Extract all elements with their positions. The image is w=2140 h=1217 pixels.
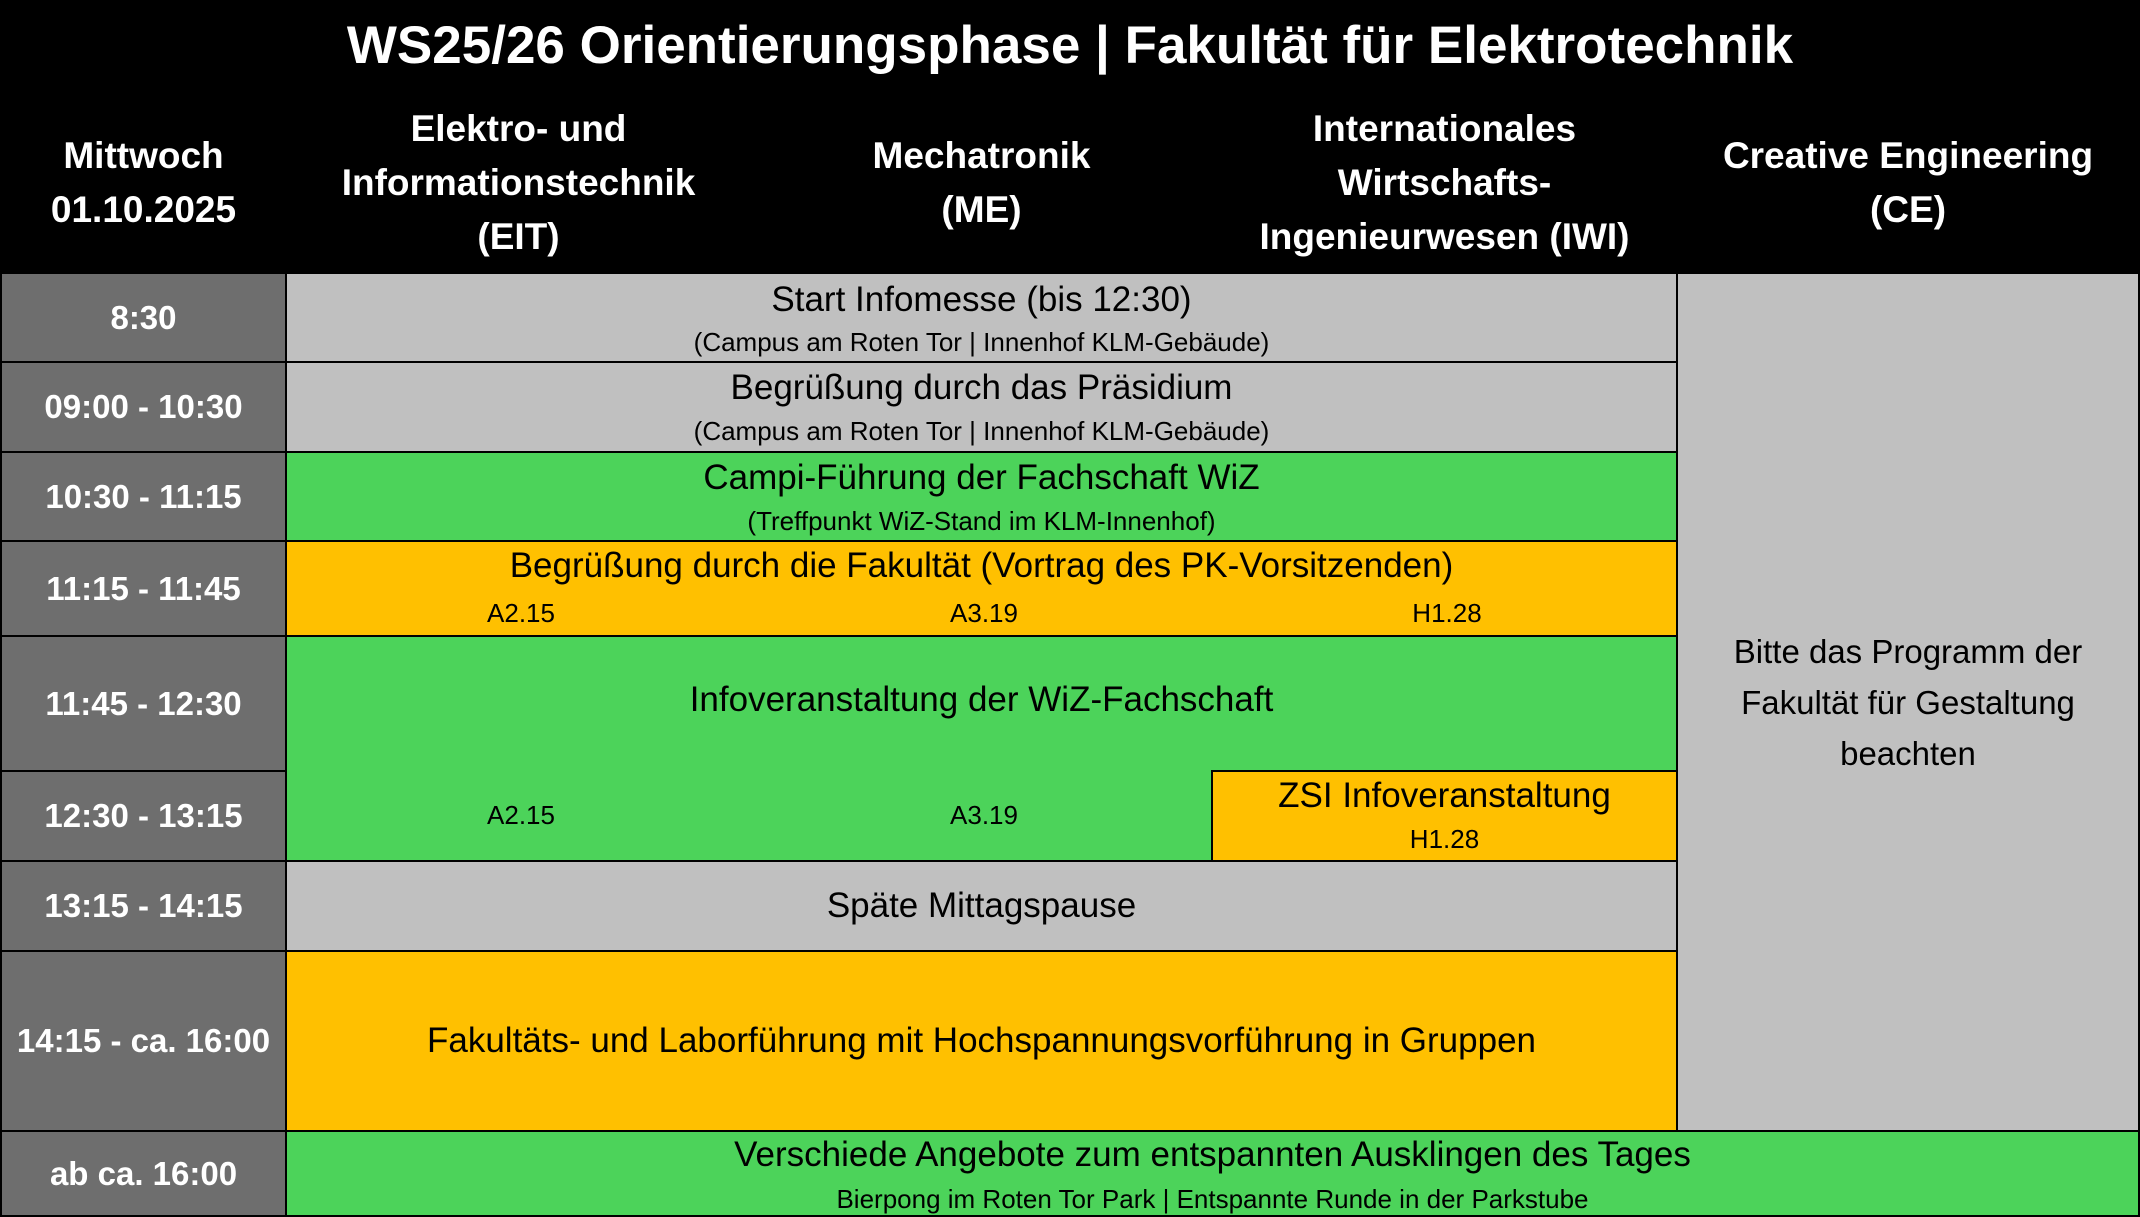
ce-note: Bitte das Programm der Fakultät für Gestaltung beachten <box>1733 632 2083 772</box>
event-title: Verschiede Angebote zum entspannten Ausklingen des Tages <box>734 1135 1691 1174</box>
event-title: Infoveranstaltung der WiZ-Fachschaft <box>689 680 1274 719</box>
event-laborfuehrung: Fakultäts- und Laborführung mit Hochspannungsvorführung in Gruppen <box>285 950 1678 1132</box>
page-title: WS25/26 Orientierungsphase | Fakultät für Elektrotechnik <box>346 15 1794 75</box>
event-title: Begrüßung durch das Präsidium <box>730 368 1233 407</box>
room-me: A3.19 <box>950 598 1018 628</box>
event-praesidium <box>285 361 1678 453</box>
event-zsi-info <box>1211 770 1678 862</box>
event-title: ZSI Infoveranstaltung <box>1278 776 1611 815</box>
time-slot: 14:15 - ca. 16:00 <box>0 950 287 1132</box>
event-mittagspause: Späte Mittagspause <box>285 860 1678 952</box>
header-ce: Creative Engineering (CE) <box>1722 134 2094 230</box>
event-details: Bierpong im Roten Tor Park | Entspannte Runde in der Parkstube <box>836 1184 1589 1214</box>
time-slot: 09:00 - 10:30 <box>0 361 287 453</box>
event-title: Campi-Führung der Fachschaft WiZ <box>703 458 1260 497</box>
event-location: (Campus am Roten Tor | Innenhof KLM-Gebäude) <box>693 416 1270 446</box>
room-eit: A2.15 <box>487 598 555 628</box>
time-slot: 8:30 <box>0 272 287 363</box>
event-fakultaet-begruessung <box>285 540 1678 637</box>
header-eit: Elektro- und Informationstechnik (EIT) <box>341 107 696 257</box>
event-title: Begrüßung durch die Fakultät (Vortrag des PK-Vorsitzenden) <box>509 546 1454 585</box>
room-me: A3.19 <box>950 800 1018 830</box>
time-slot: 12:30 - 13:15 <box>0 770 287 862</box>
time-slot: 13:15 - 14:15 <box>0 860 287 952</box>
event-title: Start Infomesse (bis 12:30) <box>771 280 1192 319</box>
event-campi-fuehrung <box>285 451 1678 542</box>
time-slot: 11:15 - 11:45 <box>0 540 287 637</box>
time-slot: ab ca. 16:00 <box>0 1130 287 1217</box>
event-location: (Treffpunkt WiZ-Stand im KLM-Innenhof) <box>747 506 1216 536</box>
event-infomesse <box>285 272 1678 363</box>
time-slot: 11:45 - 12:30 <box>0 635 287 772</box>
event-location: (Campus am Roten Tor | Innenhof KLM-Gebäude) <box>693 327 1270 357</box>
header-iwi: Internationales Wirtschafts- Ingenieurwesen (IWI) <box>1259 107 1630 257</box>
header-me: Mechatronik (ME) <box>872 134 1091 230</box>
event-ausklang <box>285 1130 2140 1217</box>
room-iwi: H1.28 <box>1412 598 1482 628</box>
ce-column <box>1676 272 2140 1132</box>
header-day: Mittwoch 01.10.2025 <box>50 134 237 230</box>
event-room: H1.28 <box>1409 824 1480 854</box>
room-eit: A2.15 <box>487 800 555 830</box>
time-slot: 10:30 - 11:15 <box>0 451 287 542</box>
